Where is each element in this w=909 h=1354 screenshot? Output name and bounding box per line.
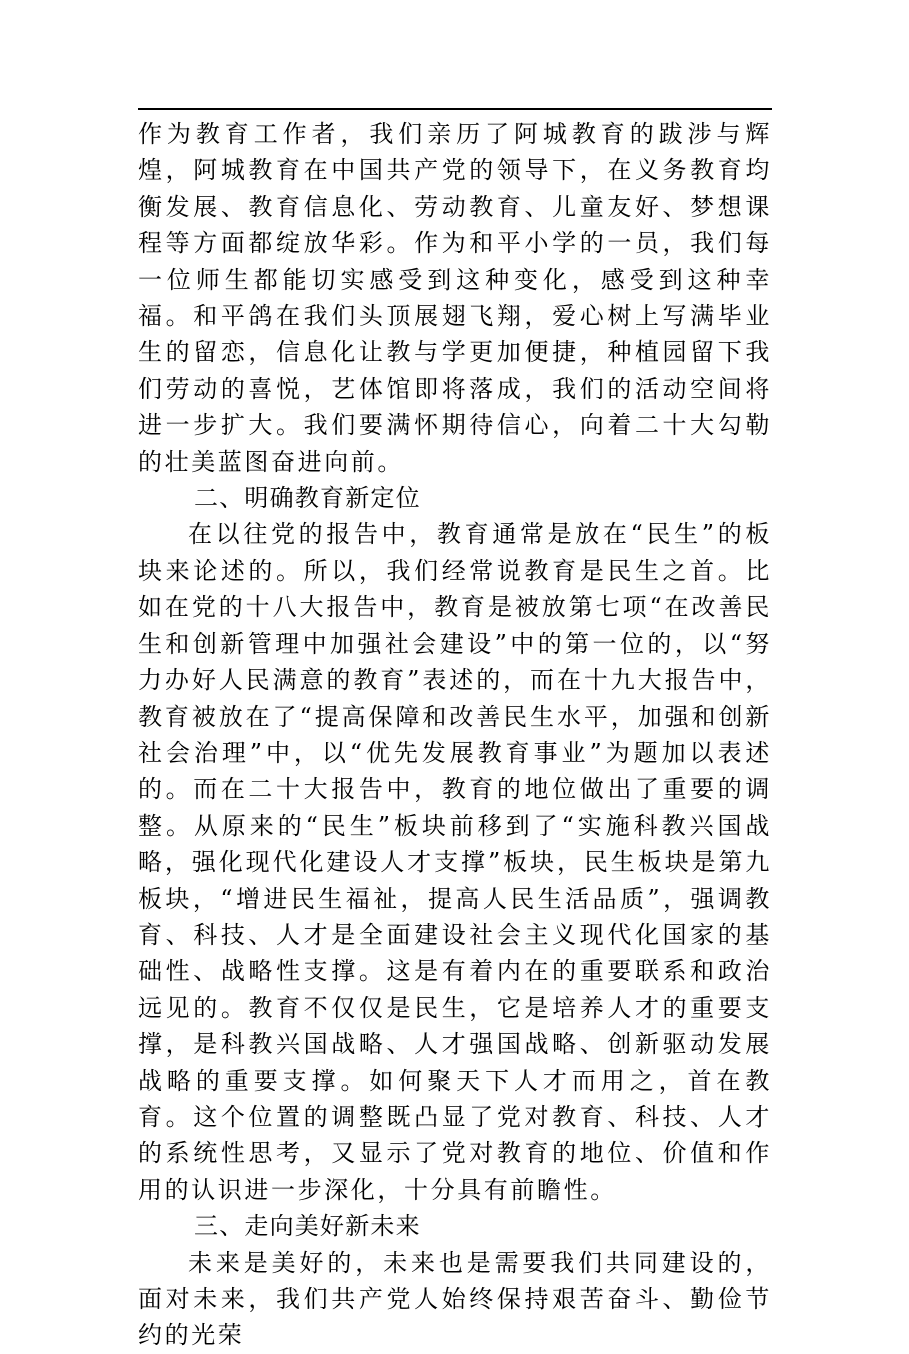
paragraph-intro: 作为教育工作者，我们亲历了阿城教育的跋涉与辉煌，阿城教育在中国共产党的领导下，在义务教育均衡发展、教育信息化、劳动教育、儿童友好、梦想课程等方面都绽放华彩。作为和平小学的一员，我们每一位师生都能切实感受到这种变化，感受到这种幸福。和平鸽在我们头顶展翅飞翔，爱心树上写满毕业生的留恋，信息化让教与学更加便捷，种植园留下我们劳动的喜悦，艺体馆即将落成，我们的活动空间将进一步扩大。我们要满怀期待信心，向着二十大勾勒的壮美蓝图奋进向前。 xyxy=(138,120,772,476)
header-rule xyxy=(138,108,772,110)
paragraph-section-3: 未来是美好的，未来也是需要我们共同建设的，面对未来，我们共产党人始终保持艰苦奋斗、勤俭节约的光荣 xyxy=(138,1248,772,1350)
document-body xyxy=(138,116,772,1354)
section-heading-2: 二、明确教育新定位 xyxy=(194,484,421,513)
section-heading-3: 三、走向美好新未来 xyxy=(194,1212,421,1241)
paragraph-section-2: 在以往党的报告中，教育通常是放在“民生”的板块来论述的。所以，我们经常说教育是民生之首。比如在党的十八大报告中，教育是被放第七项“在改善民生和创新管理中加强社会建设”中的第一位的，以“努力办好人民满意的教育”表述的，而在十九大报告中，教育被放在了“提高保障和改善民生水平，加强和创新社会治理”中，以“优先发展教育事业”为题加以表述的。而在二十大报告中，教育的地位做出了重要的调整。从原来的“民生”板块前移到了“实施科教兴国战略，强化现代化建设人才支撑”板块，民生板块是第九板块，“增进民生福祉，提高人民生活品质”，强调教育、科技、人才是全面建设社会主义现代化国家的基础性、战略性支撑。这是有着内在的重要联系和政治远见的。教育不仅仅是民生，它是培养人才的重要支撑，是科教兴国战略、人才强国战略、创新驱动发展战略的重要支撑。如何聚天下人才而用之，首在教育。这个位置的调整既凸显了党对教育、科技、人才的系统性思考，又显示了党对教育的地位、价值和作用的认识进一步深化，十分具有前瞻性。 xyxy=(138,520,772,1204)
